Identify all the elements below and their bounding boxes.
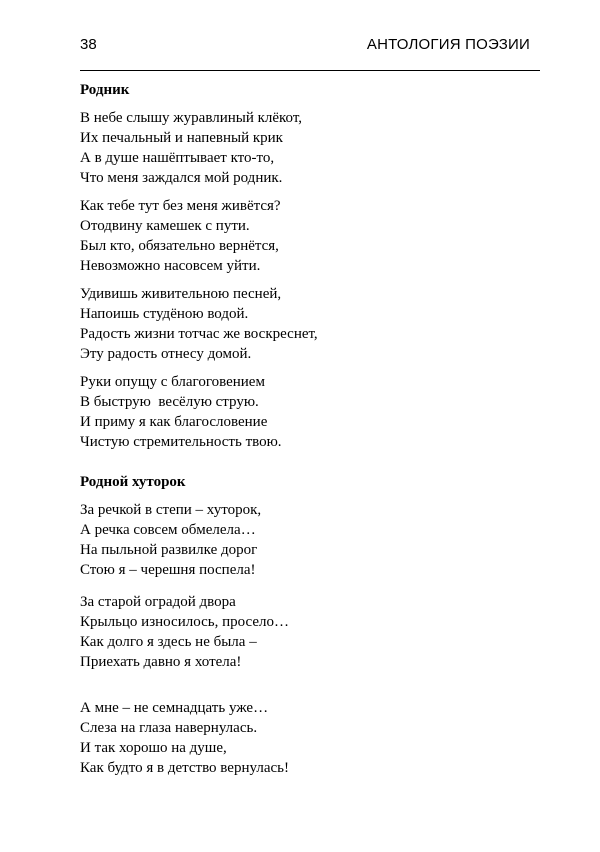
page-header: [80, 36, 540, 60]
verse-line: Как долго я здесь не была –: [80, 634, 257, 650]
verse-line: Был кто, обязательно вернётся,: [80, 238, 279, 254]
poem: [80, 80, 540, 452]
verse-line: И так хорошо на душе,: [80, 740, 227, 756]
verse-line: В небе слышу журавлиный клёкот,: [80, 110, 303, 126]
poem-title: Родник: [80, 82, 130, 98]
stanza: [80, 372, 540, 452]
verse-line: Их печальный и напевный крик: [80, 130, 283, 146]
verse-line: Что меня заждался мой родник.: [80, 170, 283, 186]
stanza: [80, 196, 540, 276]
stanza: [80, 592, 540, 672]
verse-line: А речка совсем обмелела…: [80, 522, 256, 538]
verse-line: Стою я – черешня поспела!: [80, 562, 256, 578]
page-content: [80, 80, 540, 778]
verse-line: Крыльцо износилось, просело…: [80, 614, 289, 630]
stanza: [80, 108, 540, 188]
verse-line: На пыльной развилке дорог: [80, 542, 258, 558]
page-number: 38: [80, 36, 97, 53]
verse-line: Отодвину камешек с пути.: [80, 218, 250, 234]
stanza: [80, 284, 540, 364]
verse-line: Как тебе тут без меня живётся?: [80, 198, 281, 214]
verse-line: Слеза на глаза навернулась.: [80, 720, 258, 736]
verse-line: За старой оградой двора: [80, 594, 236, 610]
verse-line: Руки опущу с благоговением: [80, 374, 265, 390]
header-divider: [80, 70, 540, 71]
poem-title: Родной хуторок: [80, 474, 186, 490]
verse-line: Напоишь студёною водой.: [80, 306, 249, 322]
verse-line: За речкой в степи – хуторок,: [80, 502, 262, 518]
verse-line: Эту радость отнесу домой.: [80, 346, 252, 362]
stanza: [80, 698, 540, 778]
verse-line: А мне – не семнадцать уже…: [80, 700, 269, 716]
verse-line: Как будто я в детство вернулась!: [80, 760, 289, 776]
poem: [80, 472, 540, 778]
verse-line: Чистую стремительность твою.: [80, 434, 282, 450]
verse-line: А в душе нашёптывает кто-то,: [80, 150, 275, 166]
stanza: [80, 500, 540, 580]
verse-line: Радость жизни тотчас же воскреснет,: [80, 326, 318, 342]
verse-line: Удивишь живительною песней,: [80, 286, 282, 302]
verse-line: Приехать давно я хотела!: [80, 654, 242, 670]
verse-line: Невозможно насовсем уйти.: [80, 258, 261, 274]
verse-line: И приму я как благословение: [80, 414, 268, 430]
running-title: АНТОЛОГИЯ ПОЭЗИИ: [366, 36, 530, 53]
verse-line: В быструю весёлую струю.: [80, 394, 259, 410]
